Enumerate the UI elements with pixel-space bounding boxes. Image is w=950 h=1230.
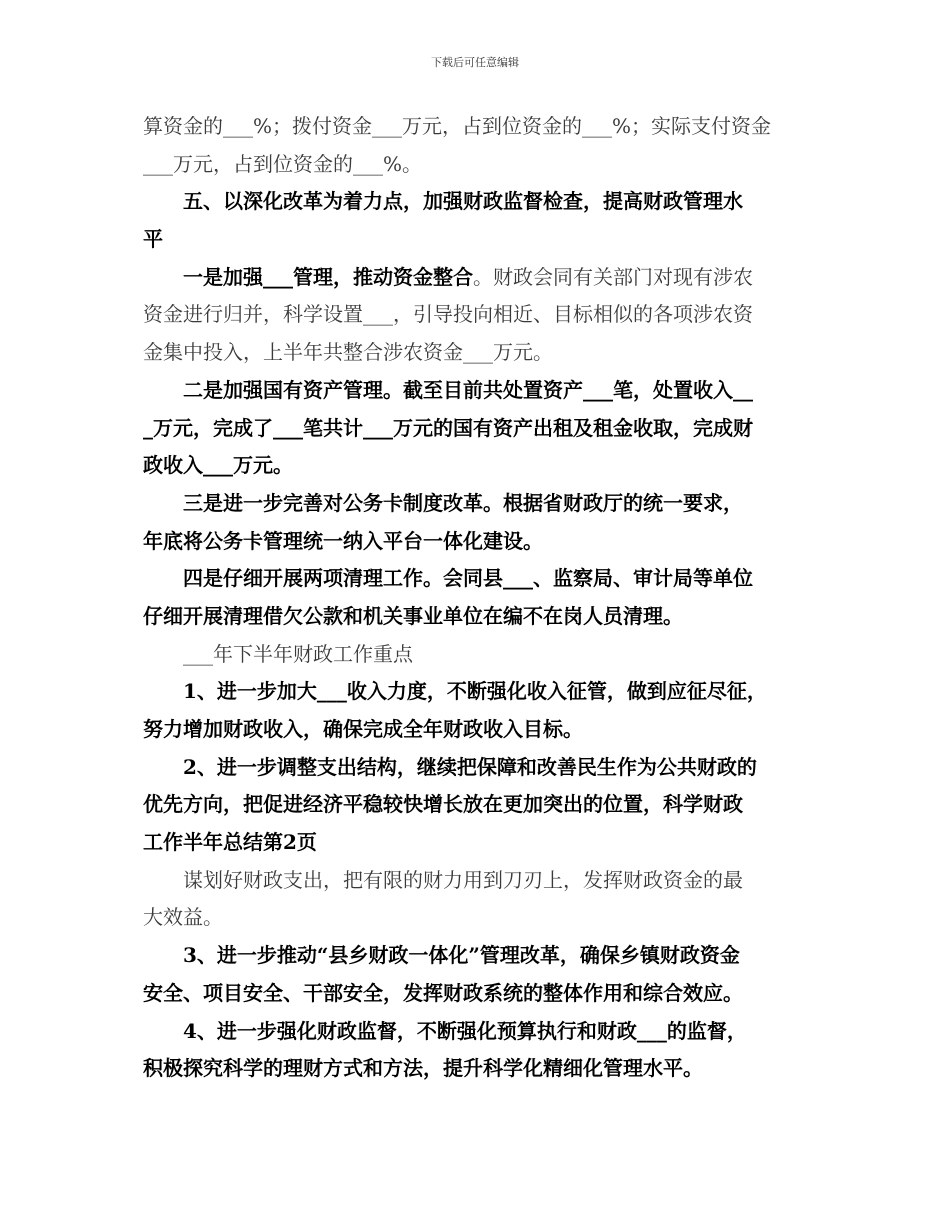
page-marker: 工作半年总结第2页 [143, 830, 317, 855]
text-line: 政收入___万元。 [143, 453, 293, 478]
text-line: 金集中投入，上半年共整合涉农资金___万元。 [143, 340, 553, 365]
text-line: 谋划好财政支出，把有限的财力用到刀刃上，发挥财政资金的最 [183, 867, 743, 892]
list-item-continued: 安全、项目安全、干部安全，发挥财政系统的整体作用和综合效应。 [143, 980, 743, 1005]
list-item: 2、进一步调整支出结构，继续把保障和改善民生作为公共财政的 [183, 754, 757, 779]
list-item-continued: 积极探究科学的理财方式和方法，提升科学化精细化管理水平。 [143, 1056, 703, 1081]
list-item: 3、进一步推动“县乡财政一体化”管理改革，确保乡镇财政资金 [183, 943, 740, 968]
text-line: 大效益。 [143, 905, 223, 930]
list-item-continued: 努力增加财政收入，确保完成全年财政收入目标。 [143, 717, 583, 741]
subsection-heading: ___年下半年财政工作重点 [183, 641, 413, 666]
document-body [143, 108, 811, 1088]
text-line: 算资金的___%；拨付资金___万元，占到位资金的___%；实际支付资金 [143, 114, 772, 138]
text-line: 资金进行归并，科学设置___，引导投向相近、目标相似的各项涉农资 [143, 302, 753, 327]
page-header: 下载后可任意编辑 [431, 56, 519, 69]
text-line: _万元，完成了___笔共计___万元的国有资产出租及租金收取，完成财 [143, 415, 753, 440]
text-line [143, 259, 811, 297]
text-line: 四是仔细开展两项清理工作。会同县___、监察局、审计局等单位 [183, 566, 753, 591]
text-span: 。财政会同有关部门对现有涉农 [473, 264, 753, 289]
lead-phrase: 一是加强___管理，推动资金整合 [183, 264, 473, 289]
text-line: ___万元，占到位资金的___%。 [143, 151, 423, 176]
text-line: 年底将公务卡管理统一纳入平台一体化建设。 [143, 528, 543, 553]
section-heading: 五、以深化改革为着力点，加强财政监督检查，提高财政管理水 [183, 189, 743, 214]
text-line: 仔细开展清理借欠公款和机关事业单位在编不在岗人员清理。 [143, 603, 683, 628]
text-line: 二是加强国有资产管理。截至目前共处置资产___笔，处置收入__ [183, 377, 753, 402]
section-heading-continued: 平 [143, 227, 163, 252]
list-item-continued: 优先方向，把促进经济平稳较快增长放在更加突出的位置，科学财政 [143, 792, 743, 817]
list-item: 1、进一步加大___收入力度，不断强化收入征管，做到应征尽征， [183, 679, 767, 704]
list-item: 4、进一步强化财政监督，不断强化预算执行和财政___的监督， [183, 1018, 747, 1043]
text-line: 三是进一步完善对公务卡制度改革。根据省财政厅的统一要求， [183, 490, 743, 515]
